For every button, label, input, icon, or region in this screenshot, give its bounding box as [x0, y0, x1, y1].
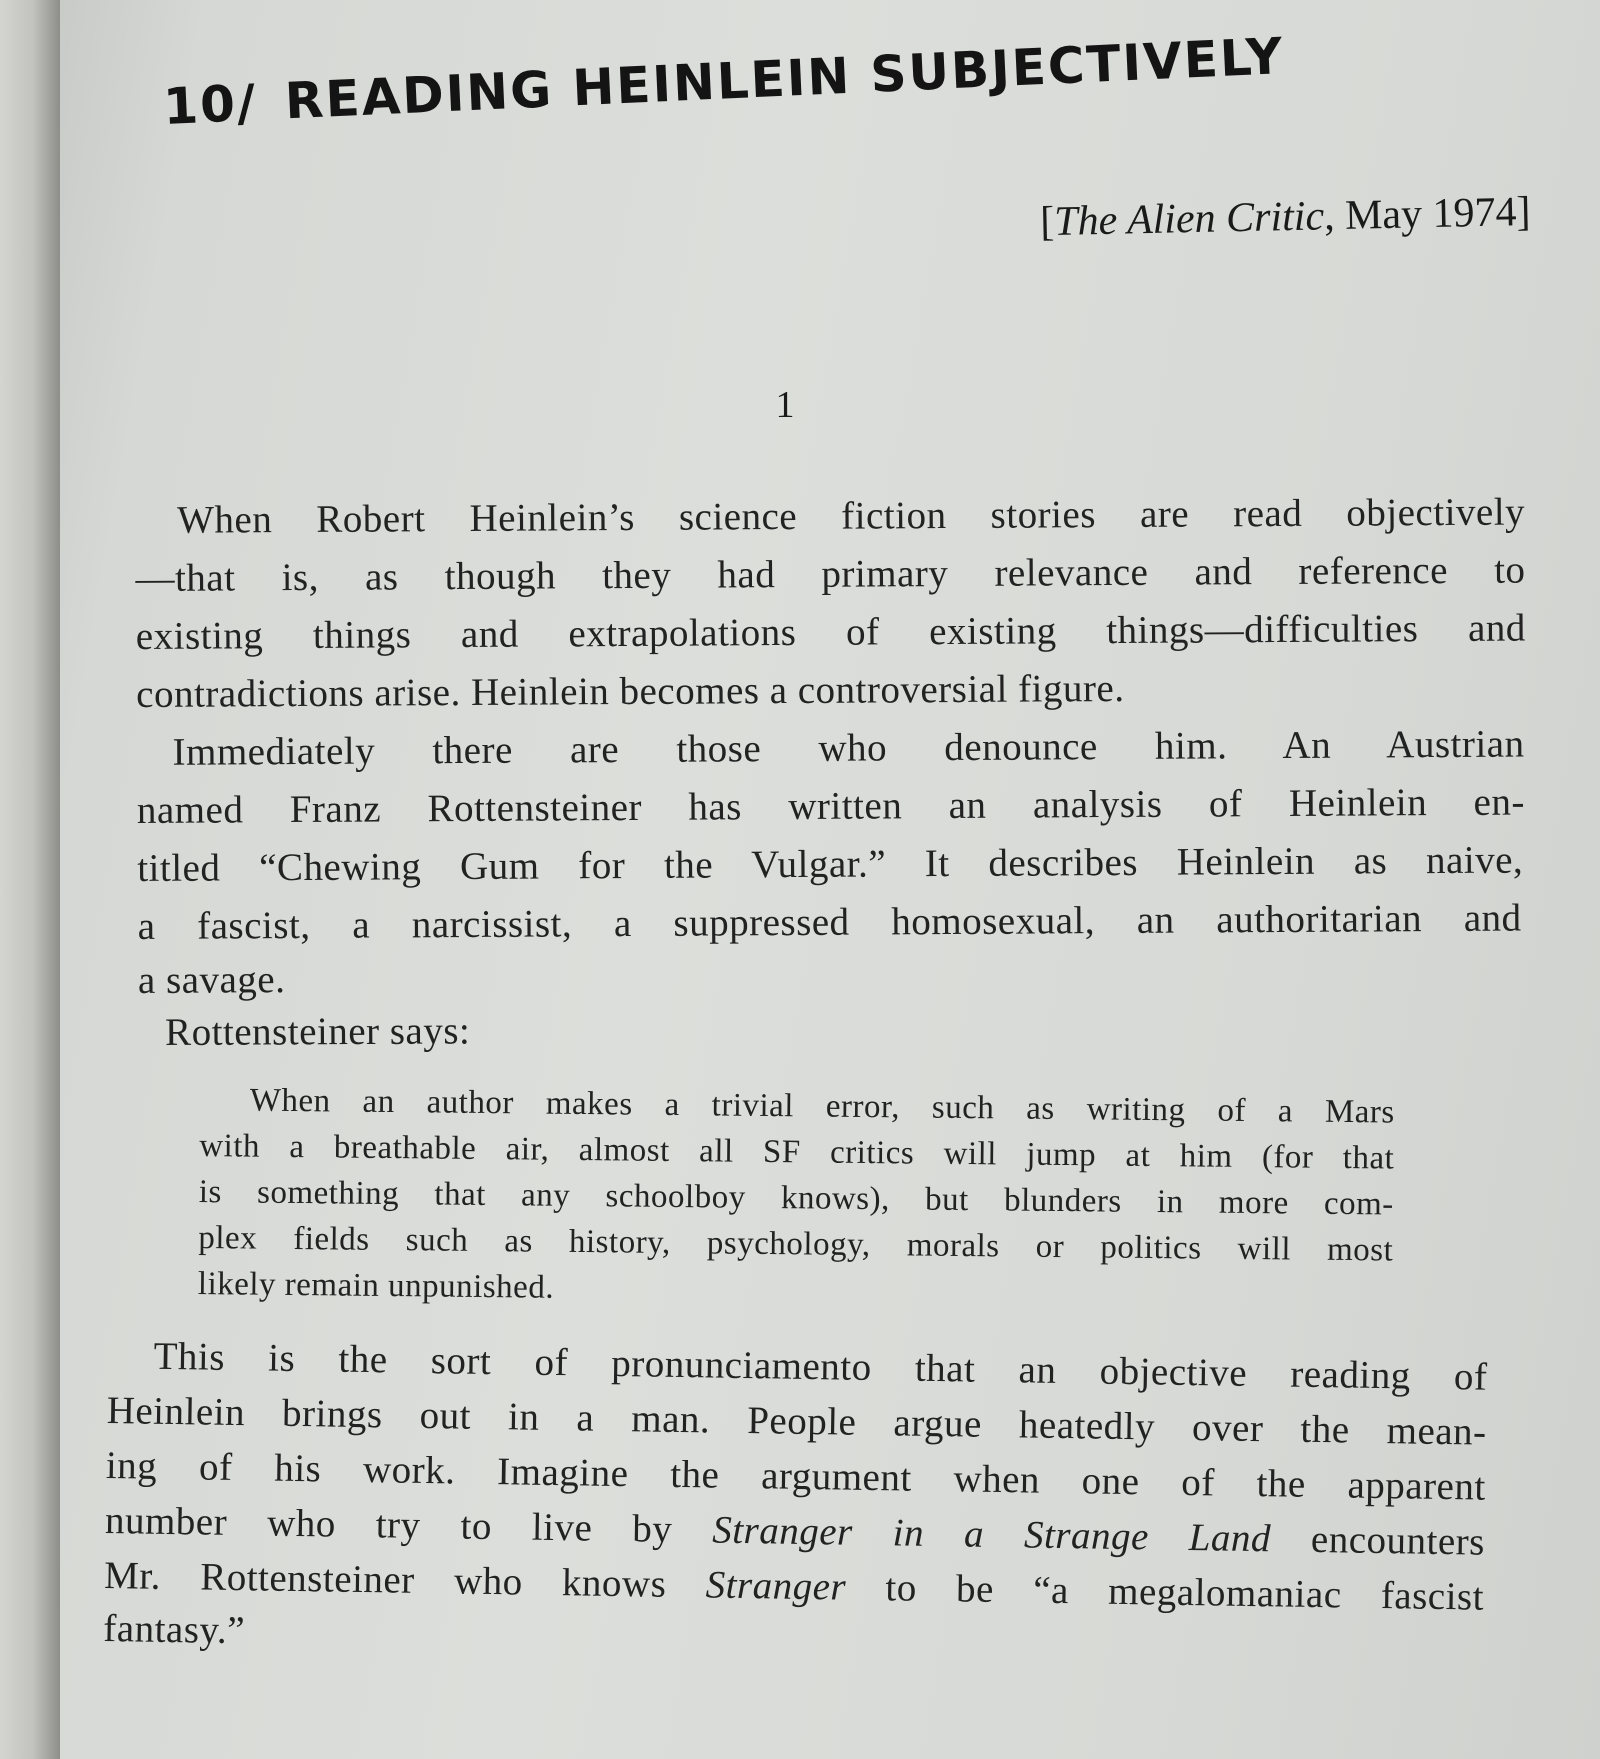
text-line: ing of his work. Imagine the argument when one of the apparent	[105, 1443, 1487, 1509]
text-line: titled “Chewing Gum for the Vulgar.” It describes Heinlein as naive,	[137, 838, 1524, 890]
text-line: Mr. Rottensteiner who knows Stranger to be “a megalomaniac fascist	[103, 1553, 1485, 1619]
section-number: 1	[775, 384, 795, 426]
text-line: contradictions arise. Heinlein becomes a controversial figure.	[136, 666, 1125, 716]
text-line: This is the sort of pronunciamento that an objective reading of	[153, 1334, 1488, 1399]
text-line: existing things and extrapolations of existing things—difficulties and	[135, 606, 1526, 658]
book-title-stranger-in-a-strange-land: Stranger in a Strange Land	[711, 1508, 1272, 1561]
quote-line: is something that any schoolboy knows), but blunders in more com-	[198, 1173, 1394, 1223]
quote-line: likely remain unpunished.	[197, 1265, 555, 1306]
book-title-stranger: Stranger	[705, 1563, 847, 1609]
paragraph-3: Rottensteiner says:	[165, 1009, 471, 1054]
chapter-title: READING HEINLEIN SUBJECTIVELY	[283, 27, 1286, 131]
text-line: Immediately there are those who denounce him. An Austrian	[172, 722, 1525, 774]
text-line: —that is, as though they had primary relevance and reference to	[135, 548, 1526, 600]
text-line: Heinlein brings out in a man. People argue heatedly over the mean-	[106, 1388, 1487, 1454]
quote-line: When an author makes a trivial error, such as writing of a Mars	[249, 1082, 1395, 1131]
text-line: a fascist, a narcissist, a suppressed homosexual, an authoritarian and	[137, 896, 1522, 948]
text-line: fantasy.”	[103, 1606, 246, 1653]
book-gutter	[0, 0, 63, 1759]
text-line: a savage.	[137, 958, 286, 1002]
quote-line: plex fields such as history, psychology, morals or politics will most	[198, 1219, 1394, 1269]
quote-line: with a breathable air, almost all SF critics will jump at him (for that	[199, 1127, 1395, 1177]
text-line: named Franz Rottensteiner has written an analysis of Heinlein en-	[136, 780, 1526, 832]
chapter-number: 10/	[162, 73, 259, 136]
source-publication: The Alien Critic	[1053, 193, 1325, 245]
text-line: When Robert Heinlein’s science fiction stories are read objectively	[177, 490, 1526, 542]
text-line: number who try to live by Stranger in a Strange Land encounters	[104, 1498, 1486, 1564]
chapter-source: [The Alien Critic, May 1974]	[1039, 188, 1531, 246]
